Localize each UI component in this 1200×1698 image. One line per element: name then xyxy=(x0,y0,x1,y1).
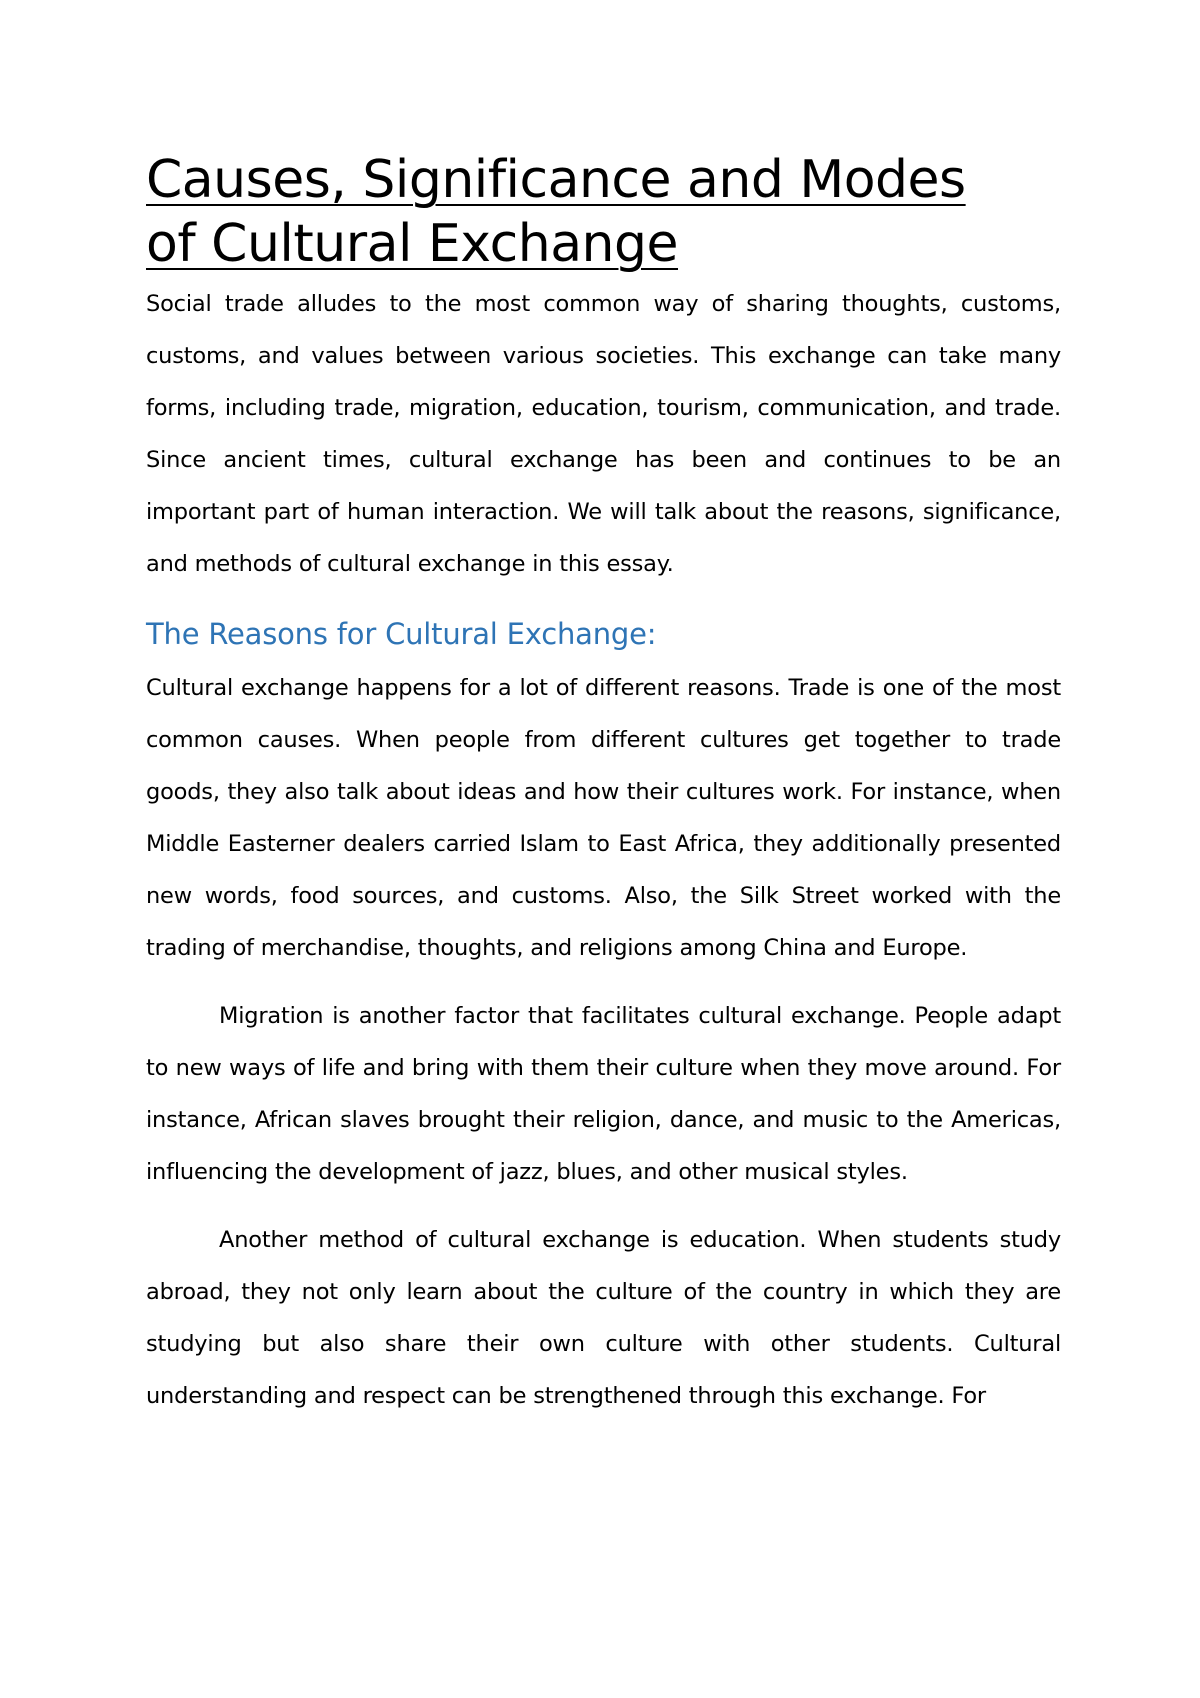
document-title-line-1: Causes, Significance and Modes xyxy=(146,150,966,210)
section-heading: The Reasons for Cultural Exchange: xyxy=(146,617,657,651)
body-paragraph-3: Another method of cultural exchange is education. When students study abroad, they not only learn about the culture of the country in which they are studying but also share their own culture with other students. Cultural understanding and respect can be strengthened through this exchange. For xyxy=(146,1227,1061,1409)
document-title-line-2: of Cultural Exchange xyxy=(146,214,679,274)
document-title xyxy=(146,148,1061,276)
intro-paragraph: Social trade alludes to the most common way of sharing thoughts, customs, customs, and values between various societies. This exchange can take many forms, including trade, migration, education, tourism, communication, and trade. Since ancient times, cultural exchange has been and continues to be an important part of human interaction. We will talk about the reasons, significance, and methods of cultural exchange in this essay. xyxy=(146,291,1061,577)
document-body xyxy=(146,148,1061,1422)
body-paragraph-2: Migration is another factor that facilitates cultural exchange. People adapt to new ways of life and bring with them their culture when they move around. For instance, African slaves brought their religion, dance, and music to the Americas, influencing the development of jazz, blues, and other musical styles. xyxy=(146,1003,1061,1185)
body-paragraph-1: Cultural exchange happens for a lot of different reasons. Trade is one of the most common causes. When people from different cultures get together to trade goods, they also talk about ideas and how their cultures work. For instance, when Middle Easterner dealers carried Islam to East Africa, they additionally presented new words, food sources, and customs. Also, the Silk Street worked with the trading of merchandise, thoughts, and religions among China and Europe. xyxy=(146,675,1061,961)
